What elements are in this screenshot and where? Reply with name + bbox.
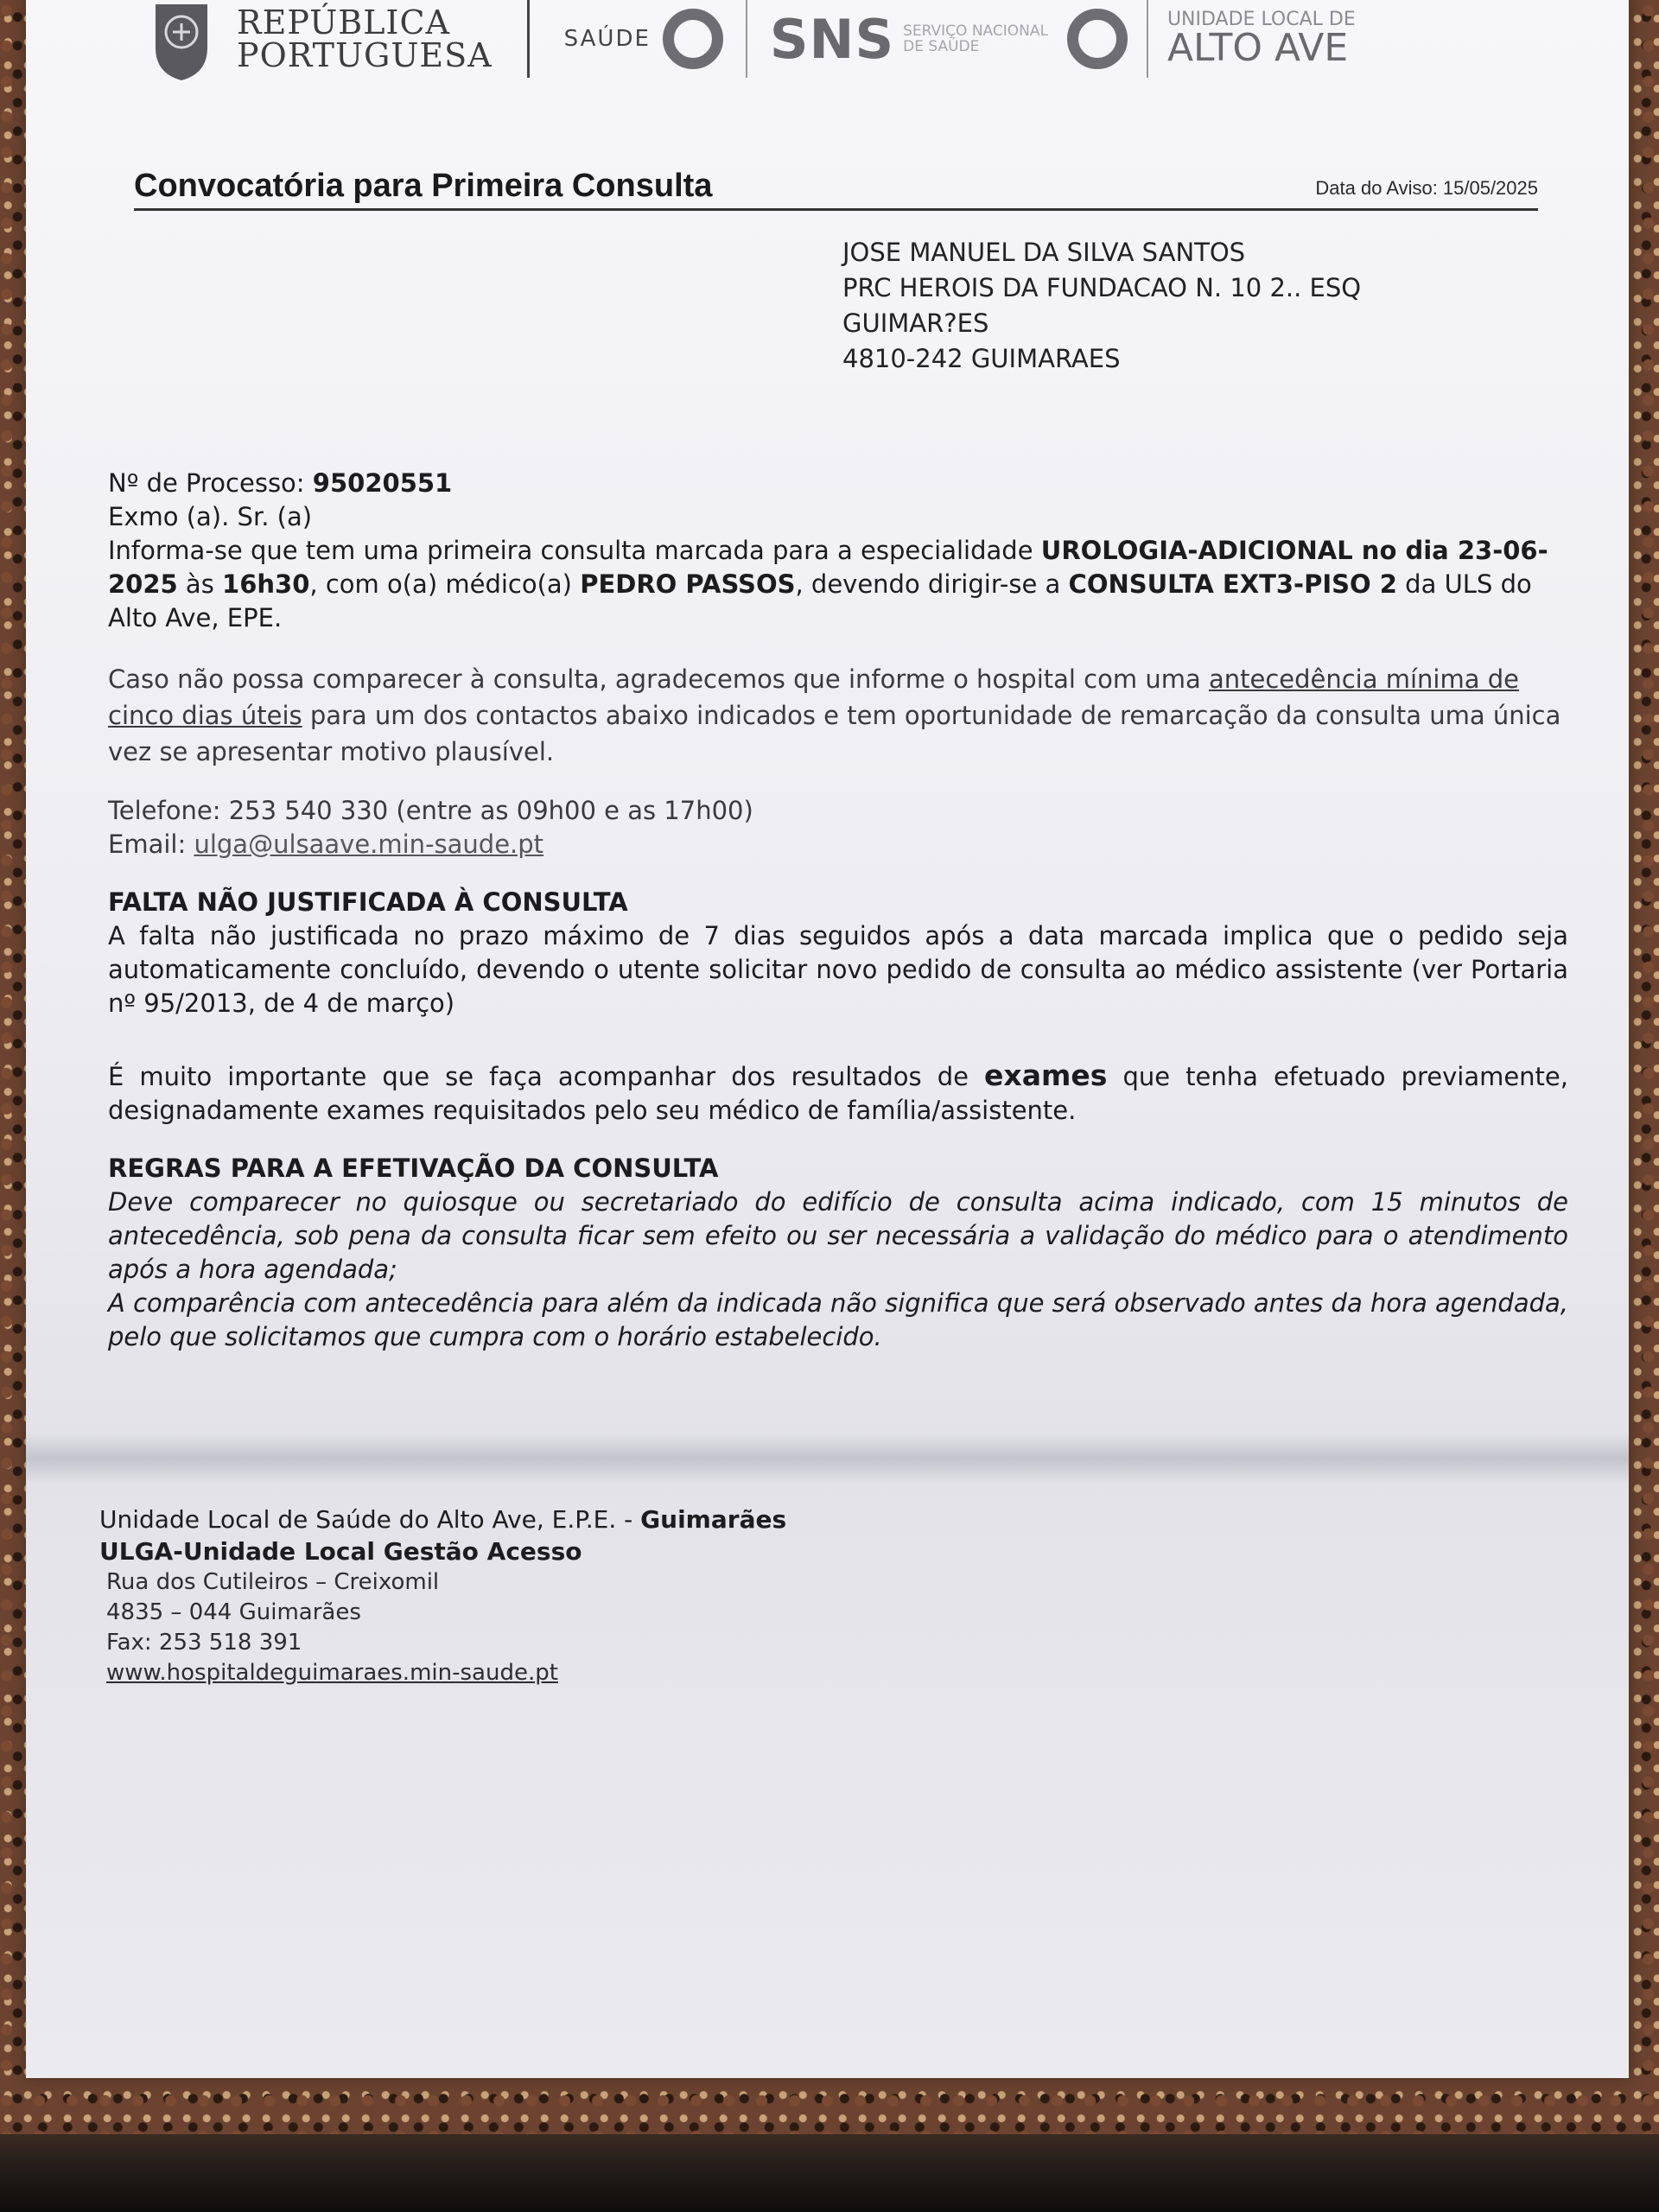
info-text-5: , devendo dirigir-se a [795,569,1069,599]
logo-divider-2 [746,0,747,78]
absence-text: A falta não justificada no prazo máximo de 7 dias seguidos após a data marcada implica que o pedido seja automaticamente concluído, devendo o utente solicitar novo pedido de consulta ao médico assistente (ver Portaria nº 95/2013, de 4 de março) [108,921,1568,1018]
logo-divider-3 [1147,0,1148,78]
appointment-paragraph [108,534,1568,635]
sns-subtitle-line-1: SERVIÇO NACIONAL [903,22,1048,40]
phone-line: Telefone: 253 540 330 (entre as 09h00 e as 17h00) [108,796,753,825]
uls-name: ALTO AVE [1166,26,1349,70]
exams-word: exames [984,1058,1108,1092]
sns-subtitle [903,23,1048,54]
recipient-address [842,235,1361,377]
page-title: Convocatória para Primeira Consulta [134,168,713,204]
cancel-text-1: Caso não possa comparecer à consulta, agradecemos que informe o hospital com uma [108,664,1209,694]
footer-postal: 4835 – 044 Guimarães [106,1599,361,1625]
saude-ring-icon [663,9,723,69]
process-line [108,467,1568,500]
exams-text-1: É muito importante que se faça acompanhar dos resultados de [108,1062,985,1091]
republic-emblem-icon [147,0,216,82]
footer-city: Guimarães [640,1505,787,1534]
rules-item-2: A comparência com antecedência para além da indicada não significa que será observado antes da hora agendada, pelo que solicitamos que cumpra com o horário estabelecido. [108,1288,1568,1351]
cancellation-paragraph [108,661,1568,770]
footer-street: Rua dos Cutileiros – Creixomil [106,1569,440,1595]
republic-line-1: REPÚBLICA [237,3,450,41]
appointment-time: 16h30 [222,569,310,599]
recipient-street: PRC HEROIS DA FUNDACAO N. 10 2.. ESQ [842,273,1362,302]
info-text-2: no dia [1352,536,1458,565]
uls-top-line: UNIDADE LOCAL DE [1166,9,1356,30]
republic-line-2: PORTUGUESA [237,36,493,74]
info-text-6: da ULS do Alto Ave, EPE. [108,569,1532,632]
exams-paragraph [108,1058,1568,1128]
info-text-3: às [177,569,223,599]
salutation: Exmo (a). Sr. (a) [108,502,313,531]
email-link[interactable]: ulga@ulsaave.min-saude.pt [194,830,544,859]
notice-date: 15/05/2025 [1442,177,1538,199]
footer-contact [99,1503,786,1688]
sns-logo: SNS [769,7,895,71]
email-label: Email: [108,830,194,859]
countertop-edge [0,2134,1659,2212]
footer-fax: Fax: 253 518 391 [106,1630,302,1656]
footer-institution-line [99,1503,786,1535]
info-text-4: , com o(a) médico(a) [309,569,581,599]
process-label: Nº de Processo: [108,468,305,498]
recipient-locality: GUIMAR?ES [842,308,989,338]
footer-unit: ULGA-Unidade Local Gestão Acesso [99,1537,582,1566]
footer-institution: Unidade Local de Saúde do Alto Ave, E.P.E. - [99,1505,641,1534]
notice-date-line [1310,177,1538,200]
process-number: 95020551 [312,468,453,498]
specialty: UROLOGIA-ADICIONAL [1040,536,1353,565]
sns-subtitle-line-2: DE SAÚDE [903,38,980,55]
title-row [134,160,1538,211]
exams-text-2: que tenha efetuado previamente, designadamente exames requisitados pelo seu médico de família/assistente. [108,1062,1568,1125]
notice-date-label: Data do Aviso: [1315,177,1438,199]
appointment-date: 23-06-2025 [108,536,1548,599]
footer-website-link[interactable]: www.hospitaldeguimaraes.min-saude.pt [106,1660,558,1686]
absence-heading: FALTA NÃO JUSTIFICADA À CONSULTA [108,887,628,917]
uls-ring-icon [1067,9,1128,69]
logo-divider [527,0,530,78]
rules-heading: REGRAS PARA A EFETIVAÇÃO DA CONSULTA [108,1154,719,1183]
letter-page [26,0,1629,2078]
republic-wordmark [237,3,493,74]
letter-body [108,467,1568,1354]
recipient-name: JOSE MANUEL DA SILVA SANTOS [842,238,1246,267]
recipient-postal: 4810-242 GUIMARAES [842,344,1121,373]
email-line [108,828,1568,861]
cancel-text-2: para um dos contactos abaixo indicados e tem oportunidade de remarcação da consulta uma única vez se apresentar motivo plausível. [108,701,1561,766]
info-text-1: Informa-se que tem uma primeira consulta marcada para a especialidade [108,536,1041,565]
paper-fold-shadow [26,1433,1629,1484]
uls-logo [1166,9,1356,70]
appointment-location: CONSULTA EXT3-PISO 2 [1068,569,1397,599]
cancel-notice-period: antecedência mínima de cinco dias úteis [108,664,1519,730]
rules-item-1: Deve comparecer no quiosque ou secretariado do edifício de consulta acima indicado, com 15 minutos de antecedência, sob pena da consulta ficar sem efeito ou ser necessária a validação do médico para o atendimento após a hora agendada; [108,1187,1568,1284]
saude-label: SAÚDE [563,26,651,52]
header-logos [147,0,1356,86]
doctor-name: PEDRO PASSOS [580,569,796,599]
